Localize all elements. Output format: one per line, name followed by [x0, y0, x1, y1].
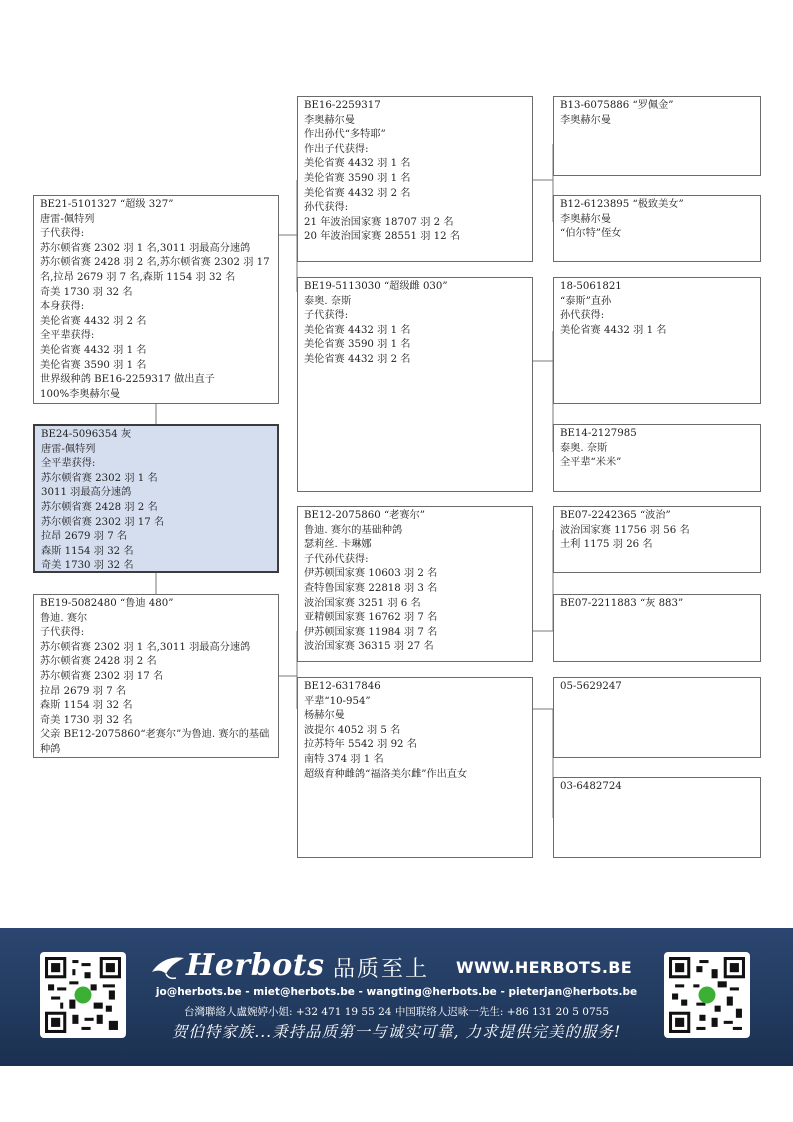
pedigree-line: 鲁迪. 赛尔 — [40, 612, 88, 624]
pedigree-line: 作出子代获得: — [304, 143, 369, 155]
pedigree-line: 美伦省赛 3590 羽 1 名 — [40, 359, 147, 371]
pedigree-line: 20 年波治国家赛 28551 羽 12 名 — [304, 231, 461, 243]
pedigree-line: “伯尔特”侄女 — [560, 228, 622, 240]
pedigree-line: 孙代获得: — [560, 310, 605, 322]
pedigree-line: 苏尔顿省赛 2302 羽 1 名 — [41, 472, 158, 484]
ring-number: 03-6482724 — [560, 781, 622, 792]
dam-card — [33, 594, 279, 758]
pedigree-line: 美伦省赛 3590 羽 1 名 — [304, 172, 411, 184]
ring-number: 18-5061821 — [560, 281, 622, 292]
pedigree-line: 拉昂 2679 羽 7 名 — [40, 685, 127, 697]
pedigree-line: 奇美 1730 羽 32 名 — [41, 560, 134, 572]
sdd-card — [553, 424, 761, 492]
contact-phones: 台灣聯絡人盧婉婷小姐: +32 471 19 55 24 中国联络人迟咏一先生: +86 131 20 5 0755 — [183, 1006, 610, 1018]
pedigree-line: 全平辈获得: — [40, 330, 95, 342]
ring-number: BE07-2211883 “灰 883” — [560, 598, 684, 609]
footer-motto: 贺伯特家族...秉持品质第一与诚实可靠, 力求提供完美的服务! — [171, 1023, 622, 1041]
pedigree-line: 子代获得: — [304, 310, 349, 322]
pedigree-line: 亚精顿国家赛 16762 羽 7 名 — [304, 612, 438, 624]
pedigree-line: 波治国家赛 36315 羽 27 名 — [304, 641, 434, 653]
pedigree-line: 奇美 1730 羽 32 名 — [40, 286, 133, 298]
pedigree-line: 拉苏特年 5542 羽 92 名 — [304, 739, 417, 751]
ring-number: BE16-2259317 — [304, 100, 381, 111]
pedigree-line: 子代孙代获得: — [304, 553, 369, 565]
pedigree-line: 美伦省赛 4432 羽 1 名 — [40, 344, 147, 356]
brand-logo: Herbots — [186, 948, 325, 983]
pedigree-line: 子代获得: — [40, 627, 85, 639]
sire-dam-card — [297, 277, 533, 492]
pedigree-line: 李奥赫尔曼 — [560, 114, 611, 126]
pedigree-line: 超级育种雌鸽“福洛美尔雌”作出直女 — [304, 768, 468, 780]
ddd-card — [553, 777, 761, 858]
pedigree-line: 查特鲁国家赛 22818 羽 3 名 — [304, 582, 438, 594]
dds-card — [553, 677, 761, 758]
dam-sire-card — [297, 506, 533, 662]
pedigree-line: 美伦省赛 4432 羽 2 名 — [304, 187, 411, 199]
pedigree-line: 苏尔顿省赛 2428 羽 2 名 — [41, 501, 158, 513]
pedigree-line: 森斯 1154 羽 32 名 — [40, 700, 133, 712]
pedigree-line: 父亲 BE12-2075860“老赛尔”为鲁迪. 赛尔的基础种鸽 — [40, 729, 270, 755]
pedigree-line: 森斯 1154 羽 32 名 — [41, 545, 134, 557]
pedigree-line: 伊苏顿国家赛 11984 羽 7 名 — [304, 626, 438, 638]
pedigree-line: 全平辈获得: — [41, 458, 96, 470]
pedigree-line: 唐雷-佩特列 — [41, 443, 96, 455]
sire-card — [33, 195, 279, 404]
pedigree-line: 李奥赫尔曼 — [304, 114, 355, 126]
pedigree-line: 美伦省赛 4432 羽 1 名 — [304, 158, 411, 170]
pedigree-line: 杨赫尔曼 — [304, 710, 345, 722]
subject-card — [33, 424, 279, 573]
sire-sire-card — [297, 96, 533, 262]
pedigree-line: 波提尔 4052 羽 5 名 — [304, 724, 401, 736]
pedigree-line: 美伦省赛 4432 羽 1 名 — [560, 324, 667, 336]
pedigree-line: 南特 374 羽 1 名 — [304, 753, 384, 765]
ring-number: BE07-2242365 “波治” — [560, 510, 671, 521]
pedigree-line: 全平辈“米米” — [560, 457, 622, 469]
pedigree-line: 美伦省赛 4432 羽 2 名 — [304, 353, 411, 365]
pedigree-line: 世界级种鸽 BE16-2259317 做出直子 — [40, 374, 215, 386]
ring-number: BE19-5113030 “超级雌 030” — [304, 281, 448, 292]
pedigree-line: 土利 1175 羽 26 名 — [560, 539, 653, 551]
ssd-card — [553, 195, 761, 262]
pedigree-line: 瑟莉丝. 卡琳娜 — [304, 539, 372, 551]
pedigree-line: 苏尔顿省赛 2302 羽 1 名,3011 羽最高分速鸽 — [40, 242, 251, 254]
pigeon-logo-icon — [150, 952, 186, 982]
dss-card — [553, 506, 761, 573]
pedigree-line: 美伦省赛 4432 羽 2 名 — [40, 315, 147, 327]
pedigree-line: 苏尔顿省赛 2302 羽 17 名 — [40, 670, 164, 682]
dam-dam-card — [297, 677, 533, 858]
dsd-card — [553, 594, 761, 662]
pedigree-line: 泰奥. 奈斯 — [304, 295, 352, 307]
pedigree-line: 波治国家赛 3251 羽 6 名 — [304, 597, 421, 609]
ring-number: 05-5629247 — [560, 681, 622, 692]
pedigree-line: 作出孙代“多特耶” — [304, 129, 386, 141]
ring-number: BE19-5082480 “鲁迪 480” — [40, 598, 174, 609]
pedigree-line: 苏尔顿省赛 2428 羽 2 名,苏尔顿省赛 2302 羽 17 名,拉昂 2679 羽 7 名,森斯 1154 羽 32 名 — [40, 257, 270, 283]
pedigree-line: 唐雷-佩特列 — [40, 213, 95, 225]
pedigree-line: 苏尔顿省赛 2428 羽 2 名 — [40, 656, 157, 668]
pedigree-line: 子代获得: — [40, 228, 85, 240]
pedigree-line: 波治国家赛 11756 羽 56 名 — [560, 524, 690, 536]
pedigree-line: 美伦省赛 3590 羽 1 名 — [304, 339, 411, 351]
ring-number: B13-6075886 “罗佩金” — [560, 100, 674, 111]
ring-number: BE12-6317846 — [304, 681, 381, 692]
pedigree-line: 100%李奥赫尔曼 — [40, 388, 121, 400]
brand-row — [150, 948, 630, 984]
sss-card — [553, 96, 761, 176]
pedigree-line: 本身获得: — [40, 301, 85, 313]
pedigree-line: 3011 羽最高分速鸽 — [41, 487, 132, 499]
slogan: 品质至上 — [333, 957, 430, 982]
pedigree-line: 苏尔顿省赛 2302 羽 1 名,3011 羽最高分速鸽 — [40, 641, 251, 653]
contact-emails[interactable]: jo@herbots.be - miet@herbots.be - wangting@herbots.be - pieterjan@herbots.be — [155, 986, 638, 998]
pedigree-line: 孙代获得: — [304, 202, 349, 214]
pedigree-line: 美伦省赛 4432 羽 1 名 — [304, 324, 411, 336]
pedigree-line: 苏尔顿省赛 2302 羽 17 名 — [41, 516, 165, 528]
pedigree-line: 奇美 1730 羽 32 名 — [40, 714, 133, 726]
pedigree-line: 21 年波治国家赛 18707 羽 2 名 — [304, 216, 454, 228]
sds-card — [553, 277, 761, 404]
ring-number: BE14-2127985 — [560, 428, 637, 439]
pedigree-line: “泰斯”直孙 — [560, 295, 612, 307]
pedigree-line: 拉昂 2679 羽 7 名 — [41, 531, 128, 543]
pedigree-line: 泰奥. 奈斯 — [560, 442, 608, 454]
ring-number: B12-6123895 “极致美女” — [560, 199, 684, 210]
ring-number: BE12-2075860 “老赛尔” — [304, 510, 425, 521]
website-link[interactable]: WWW.HERBOTS.BE — [456, 958, 632, 977]
ring-number: BE21-5101327 “超级 327” — [40, 199, 174, 210]
pedigree-line: 伊苏顿国家赛 10603 羽 2 名 — [304, 568, 438, 580]
ring-number: BE24-5096354 灰 — [41, 429, 132, 440]
pedigree-line: 平辈“10-954” — [304, 695, 371, 707]
pedigree-line: 鲁迪. 赛尔的基础种鸽 — [304, 524, 403, 536]
pedigree-line: 李奥赫尔曼 — [560, 213, 611, 225]
